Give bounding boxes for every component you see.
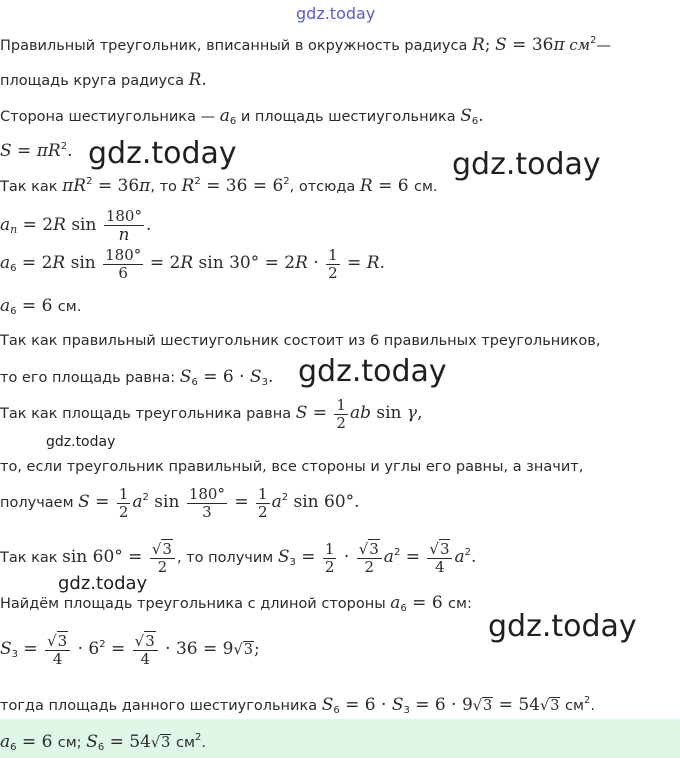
text-segment: тогда площадь данного шестиугольника	[0, 698, 318, 714]
text-line: Так как $\pi R^2 = 36\pi$, то $R^2 = 36 = 6^2$, отсюда R = 6 см.	[0, 176, 438, 196]
text-segment: см;	[57, 735, 82, 751]
text-segment: , то	[150, 179, 177, 195]
watermark: gdz.today	[298, 354, 447, 389]
text-line: то его площадь равна: $S_6 = 6 \cdot S_3$.	[0, 367, 274, 388]
text-line: Сторона шестиугольника — $a_6$ и площадь шестиугольника $S_6$.	[0, 106, 484, 127]
text-segment: см.	[57, 299, 82, 315]
answer-line: $a_6 = 6$ см; $S_6 = 54√3$ $см^2$.	[0, 732, 206, 753]
text-segment: и площадь шестиугольника	[240, 109, 456, 125]
text-line: Правильный треугольник, вписанный в окружность радиуса R; S = 36π $см^2—$	[0, 35, 611, 55]
text-segment: Найдём площадь треугольника с длиной стороны	[0, 596, 386, 612]
text-segment: см:	[448, 596, 472, 612]
watermark: gdz.today	[88, 136, 237, 171]
formula: S	[495, 35, 507, 55]
text-segment: , отсюда	[289, 179, 356, 195]
text-segment: Сторона шестиугольника —	[0, 109, 216, 125]
text-line: $a_6 = 6$ см.	[0, 296, 82, 317]
formula-line: $a_n = 2R$ sin $\frac{180^\circ}{n}$ .	[0, 207, 152, 245]
text-segment: площадь круга радиуса	[0, 73, 184, 89]
text-segment: то его площадь равна:	[0, 370, 176, 386]
text-segment: см	[565, 698, 584, 714]
text-segment: Так как	[0, 179, 58, 195]
formula-line: $S_3$ = $\frac{√3}{4}$ · $6^2$ = $\frac{√3}{4}$ · 36 = 9√3;	[0, 632, 260, 668]
text-segment: —	[596, 38, 611, 54]
text-segment: Так как площадь треугольника равна	[0, 406, 292, 422]
text-line	[0, 460, 583, 475]
watermark: gdz.today	[58, 573, 148, 594]
text-segment: см	[176, 735, 195, 751]
text-segment: Так как правильный шестиугольник состоит из 6 правильных треугольников,	[0, 333, 601, 349]
text-segment: , то получим	[176, 550, 274, 566]
text-line: Найдём площадь треугольника с длиной стороны $a_6 = 6$ см:	[0, 593, 472, 614]
watermark-top: gdz.today	[296, 4, 376, 23]
text-line: Так как sin 60° = $\frac{√3}{2}$ , то получим $S_3$ = $\frac{1}{2}$ · $\frac{√3}{2}$ $a^2$ = $\frac{√3}{4}$ $a^2$.	[0, 540, 477, 576]
text-line	[0, 334, 600, 349]
text-segment: см.	[413, 179, 438, 195]
formula: R	[471, 35, 485, 55]
text-line: площадь круга радиуса R.	[0, 70, 207, 90]
text-segment: Правильный треугольник, вписанный в окружность радиуса	[0, 38, 468, 54]
watermark: gdz.today	[452, 147, 601, 182]
formula-line: $S = \pi R^2$.	[0, 141, 73, 161]
text-segment: то, если треугольник правильный, все стороны и углы его равны, а значит,	[0, 459, 584, 475]
text-line: получаем S = $\frac{1}{2}$ $a^2$ sin $\frac{180^\circ}{3}$ = $\frac{1}{2}$ $a^2$ sin 60°.	[0, 485, 360, 521]
text-segment: получаем	[0, 495, 74, 511]
text-line: тогда площадь данного шестиугольника $S_6 = 6 \cdot S_3 = 6 \cdot 9√3 = 54√3$ $см^2$.	[0, 695, 595, 716]
watermark: gdz.today	[46, 434, 116, 450]
formula-line: $a_6 = 2R$ sin $\frac{180^\circ}{6}$ = 2R sin 30° = 2R · $\frac{1}{2}$ = R.	[0, 246, 385, 282]
watermark: gdz.today	[488, 609, 637, 644]
text-line: Так как площадь треугольника равна S = $\frac{1}{2}$ ab sin γ,	[0, 396, 423, 432]
text-segment: Так как	[0, 550, 58, 566]
